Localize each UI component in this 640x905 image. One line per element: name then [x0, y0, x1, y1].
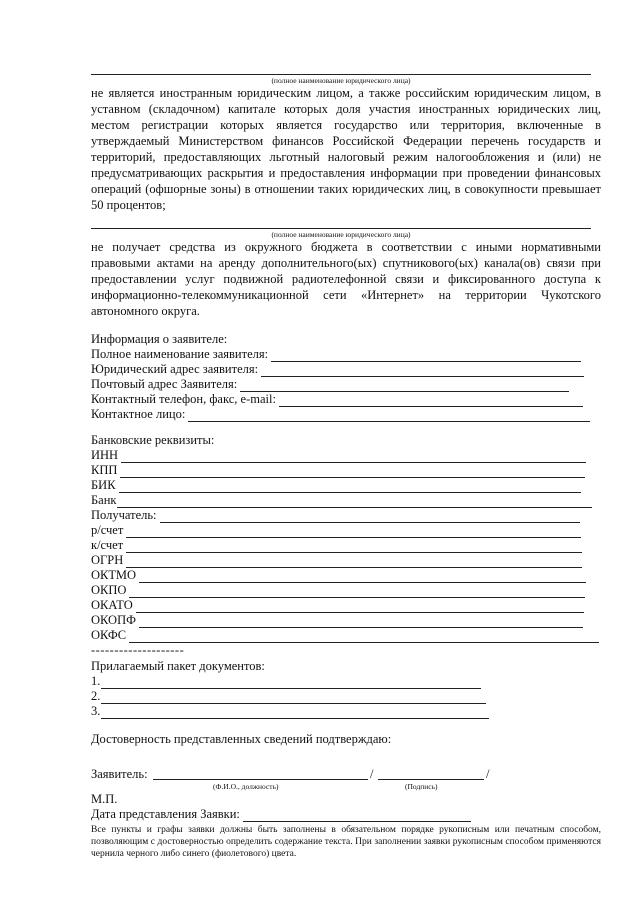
item-blank[interactable] [101, 692, 486, 704]
field-blank[interactable] [126, 541, 582, 553]
field-label: Банк [91, 493, 117, 507]
field-label: ОКАТО [91, 598, 133, 612]
document-item-3[interactable] [91, 704, 601, 719]
applicant-postal-address-field[interactable] [91, 377, 601, 392]
bank-settlement-account-field[interactable] [91, 523, 601, 538]
filling-instructions-note: Все пункты и графы заявки должны быть заполнены в обязательном порядке рукописным или печатным способом, позволяющим с достоверностью определить содержание текста. При заполнении заявки рукописным способом применяются чернила черного либо синего (фиолетового) цвета. [91, 825, 601, 859]
applicant-full-name-field[interactable] [91, 347, 601, 362]
field-label: Почтовый адрес Заявителя: [91, 377, 238, 391]
name-position-blank[interactable] [153, 767, 368, 780]
bank-okfs-field[interactable] [91, 628, 601, 643]
field-blank[interactable] [188, 410, 590, 422]
field-blank[interactable] [117, 496, 592, 508]
slash-1: / [370, 767, 374, 781]
document-item-2[interactable] [91, 689, 601, 704]
item-blank[interactable] [101, 707, 489, 719]
legal-entity-name-line-2[interactable] [91, 220, 591, 229]
applicant-contact-phone-field[interactable] [91, 392, 601, 407]
separator-dashes: -------------------- [91, 643, 185, 657]
field-blank[interactable] [120, 466, 585, 478]
signature-blank[interactable] [378, 767, 484, 780]
field-label: Полное наименование заявителя: [91, 347, 269, 361]
field-blank[interactable] [279, 395, 583, 407]
name-position-caption: (Ф.И.О., должность) [213, 782, 279, 791]
confirmation-text: Достоверность представленных сведений подтверждаю: [91, 732, 392, 746]
bank-name-field[interactable] [91, 493, 601, 508]
field-blank[interactable] [271, 350, 581, 362]
documents-title: Прилагаемый пакет документов: [91, 659, 265, 673]
field-blank[interactable] [243, 810, 471, 822]
item-number: 1. [91, 674, 101, 688]
offshore-declaration-paragraph: не является иностранным юридическим лицом, а также российским юридическим лицом, в уставном (складочном) капитале которых доля участия иностранных юридических лиц, местом регистрации которых является государство или территория, включенные в утверждаемый Министерством финансов Российской Федерации перечень государств и территорий, предоставляющих льготный налоговый режим налогообложения и (или) не предусматривающих раскрытия и предоставления информации при проведении финансовых операций (офшорные зоны) в отношении таких юридических лиц, в совокупности превышает 50 процентов; [91, 86, 601, 212]
field-blank[interactable] [160, 511, 580, 523]
field-blank[interactable] [129, 631, 599, 643]
bank-okato-field[interactable] [91, 598, 601, 613]
field-blank[interactable] [136, 601, 584, 613]
field-blank[interactable] [139, 571, 586, 583]
field-blank[interactable] [139, 616, 583, 628]
field-label: БИК [91, 478, 116, 492]
budget-declaration-paragraph: не получает средства из окружного бюджета в соответствии с иными нормативными правовыми актами на аренду дополнительного(ых) спутникового(ых) канала(ов) связи при предоставлении услуг подвижной радиотелефонной связи и фиксированного доступа к информационно-телекоммуникационной сети «Интернет» на территории Чукотского автономного округа. [91, 240, 601, 318]
field-blank[interactable] [119, 481, 581, 493]
item-number: 2. [91, 689, 101, 703]
bank-okopf-field[interactable] [91, 613, 601, 628]
field-blank[interactable] [126, 556, 582, 568]
item-blank[interactable] [101, 677, 481, 689]
field-label: Получатель: [91, 508, 157, 522]
legal-entity-caption-1: (полное наименование юридического лица) [271, 76, 411, 85]
legal-entity-caption-2: (полное наименование юридического лица) [271, 230, 411, 239]
bank-oktmo-field[interactable] [91, 568, 601, 583]
item-number: 3. [91, 704, 101, 718]
field-label: ОГРН [91, 553, 124, 567]
field-label: КПП [91, 463, 118, 477]
field-blank[interactable] [126, 526, 581, 538]
bank-details-title: Банковские реквизиты: [91, 433, 215, 447]
bank-correspondent-account-field[interactable] [91, 538, 601, 553]
application-form-page [91, 66, 601, 860]
field-label: ОКФС [91, 628, 127, 642]
signature-row [91, 767, 601, 782]
field-blank[interactable] [261, 365, 584, 377]
applicant-label: Заявитель: [91, 767, 148, 781]
field-label: Контактный телефон, факс, e-mail: [91, 392, 276, 406]
document-item-1[interactable] [91, 674, 601, 689]
bank-ogrn-field[interactable] [91, 553, 601, 568]
stamp-label: М.П. [91, 792, 118, 806]
bank-bik-field[interactable] [91, 478, 601, 493]
field-label: Дата представления Заявки: [91, 807, 240, 821]
applicant-info-title: Информация о заявителе: [91, 332, 228, 346]
legal-entity-name-line-1[interactable] [91, 66, 591, 75]
slash-2: / [486, 767, 490, 781]
field-label: Юридический адрес заявителя: [91, 362, 259, 376]
field-blank[interactable] [121, 451, 586, 463]
submission-date-field[interactable] [91, 807, 601, 822]
applicant-legal-address-field[interactable] [91, 362, 601, 377]
field-label: ОКОПФ [91, 613, 136, 627]
bank-okpo-field[interactable] [91, 583, 601, 598]
field-label: р/счет [91, 523, 124, 537]
field-label: ОКТМО [91, 568, 136, 582]
signature-captions [91, 782, 601, 792]
field-blank[interactable] [129, 586, 585, 598]
bank-inn-field[interactable] [91, 448, 601, 463]
field-label: ОКПО [91, 583, 127, 597]
field-label: ИНН [91, 448, 119, 462]
signature-caption: (Подпись) [405, 782, 438, 791]
field-label: Контактное лицо: [91, 407, 186, 421]
bank-recipient-field[interactable] [91, 508, 601, 523]
field-blank[interactable] [240, 380, 569, 392]
bank-kpp-field[interactable] [91, 463, 601, 478]
applicant-contact-person-field[interactable] [91, 407, 601, 422]
field-label: к/счет [91, 538, 124, 552]
